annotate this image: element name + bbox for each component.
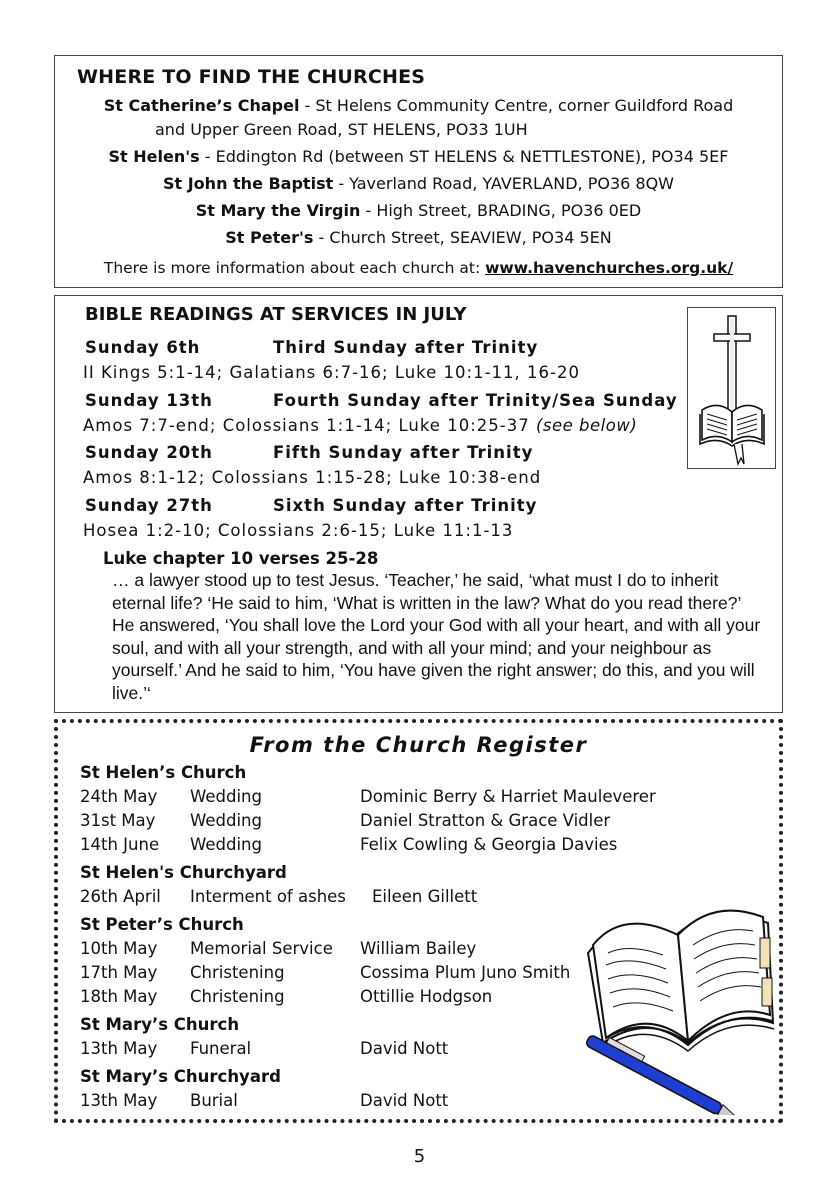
sunday-readings — [83, 416, 637, 435]
entry-names: David Nott — [360, 1091, 449, 1110]
readings-text: Hosea 1:2-10; Colossians 2:6-15; Luke 11:1-13 — [83, 521, 514, 540]
entry-event: Funeral — [190, 1039, 252, 1058]
church-detail: - St Helens Community Centre, corner Guildford Road — [299, 96, 734, 115]
open-book-and-pen-icon — [578, 883, 783, 1115]
sunday-row — [85, 391, 678, 410]
sunday-row — [85, 496, 538, 515]
church-register-box — [54, 719, 783, 1123]
church-name: St John the Baptist — [162, 174, 334, 193]
church-detail: - Yaverland Road, YAVERLAND, PO36 8QW — [333, 174, 674, 193]
entry-date: 26th April — [80, 887, 161, 906]
church-detail: - Eddington Rd (between ST HELENS & NETTLESTONE), PO34 5EF — [199, 147, 729, 166]
where-to-find-box — [54, 55, 783, 288]
sunday-date: Sunday 27th — [85, 496, 213, 515]
entry-names: Dominic Berry & Harriet Mauleverer — [360, 787, 656, 806]
sunday-occasion: Sixth Sunday after Trinity — [273, 496, 538, 515]
readings-text: II Kings 5:1-14; Galatians 6:7-16; Luke 10:1-11, 16-20 — [83, 363, 580, 382]
church-detail: - Church Street, SEAVIEW, PO34 5EN — [313, 228, 612, 247]
entry-event: Wedding — [190, 835, 262, 854]
church-name: St Mary the Virgin — [195, 201, 361, 220]
church-line — [55, 226, 782, 250]
entry-names: Felix Cowling & Georgia Davies — [360, 835, 618, 854]
church-line — [55, 172, 782, 196]
entry-names: Eileen Gillett — [372, 887, 478, 906]
entry-date: 18th May — [80, 987, 158, 1006]
church-name: St Peter's — [225, 228, 314, 247]
entry-date: 13th May — [80, 1091, 158, 1110]
entry-event: Memorial Service — [190, 939, 333, 958]
cross-and-bible-icon — [687, 307, 776, 469]
church-name: St Helen's — [108, 147, 200, 166]
sunday-row — [85, 443, 534, 462]
church-line — [55, 94, 782, 118]
entry-date: 14th June — [80, 835, 160, 854]
entry-date: 24th May — [80, 787, 158, 806]
entry-names: William Bailey — [360, 939, 477, 958]
sunday-date: Sunday 6th — [85, 338, 201, 357]
sunday-date: Sunday 20th — [85, 443, 213, 462]
sunday-occasion: Fourth Sunday after Trinity/Sea Sunday — [273, 391, 678, 410]
church-detail: - High Street, BRADING, PO36 0ED — [360, 201, 642, 220]
page-number: 5 — [413, 1146, 426, 1167]
more-info-text: There is more information about each church at: — [103, 259, 486, 277]
sunday-readings — [83, 521, 513, 540]
entry-event: Christening — [190, 963, 285, 982]
website-link[interactable]: www.havenchurches.org.uk/ — [485, 259, 734, 277]
entry-event: Burial — [190, 1091, 238, 1110]
entry-date: 31st May — [80, 811, 156, 830]
register-title: From the Church Register — [249, 733, 588, 757]
entry-names: David Nott — [360, 1039, 449, 1058]
sunday-row — [85, 338, 539, 357]
entry-names: Cossima Plum Juno Smith — [360, 963, 571, 982]
entry-event: Interment of ashes — [190, 887, 346, 906]
entry-date: 13th May — [80, 1039, 158, 1058]
sunday-date: Sunday 13th — [85, 391, 213, 410]
entry-event: Wedding — [190, 811, 262, 830]
entry-date: 17th May — [80, 963, 158, 982]
sunday-readings — [83, 468, 541, 487]
where-title: WHERE TO FIND THE CHURCHES — [77, 66, 426, 88]
register-section-heading: St Helen's Churchyard — [80, 863, 287, 882]
church-line — [55, 199, 782, 223]
bible-readings-box — [54, 295, 783, 713]
luke-passage: … a lawyer stood up to test Jesus. ‘Teacher,’ he said, ‘what must I do to inherit eternal life? ‘He said to him, ‘What is written in the law? What do you read there?’ He answered, ‘You shall love the Lord your God with all your heart, and with all your soul, and with all your strength, and with all your mind; and your neighbour as yourself.’ And he said to him, ‘You have given the right answer; do this, and you will live.’‘ — [112, 570, 761, 703]
luke-heading: Luke chapter 10 verses 25-28 — [103, 549, 379, 568]
readings-title: BIBLE READINGS AT SERVICES IN JULY — [85, 304, 467, 325]
sunday-readings — [83, 363, 580, 382]
more-info-line — [55, 259, 782, 277]
church-line — [55, 145, 782, 169]
entry-event: Wedding — [190, 787, 262, 806]
readings-text: Amos 7:7-end; Colossians 1:1-14; Luke 10:25-37 — [83, 416, 536, 435]
sunday-occasion: Fifth Sunday after Trinity — [273, 443, 534, 462]
entry-names: Daniel Stratton & Grace Vidler — [360, 811, 611, 830]
register-section-heading: St Peter’s Church — [80, 915, 244, 934]
entry-names: Ottillie Hodgson — [360, 987, 493, 1006]
register-section-heading: St Mary’s Churchyard — [80, 1067, 281, 1086]
readings-note: (see below) — [535, 416, 638, 435]
readings-text: Amos 8:1-12; Colossians 1:15-28; Luke 10:38-end — [83, 468, 542, 487]
entry-event: Christening — [190, 987, 285, 1006]
sunday-occasion: Third Sunday after Trinity — [273, 338, 539, 357]
church-line-continued: and Upper Green Road, ST HELENS, PO33 1UH — [155, 120, 528, 139]
register-section-heading: St Mary’s Church — [80, 1015, 240, 1034]
church-name: St Catherine’s Chapel — [103, 96, 300, 115]
register-section-heading: St Helen’s Church — [80, 763, 247, 782]
entry-date: 10th May — [80, 939, 158, 958]
